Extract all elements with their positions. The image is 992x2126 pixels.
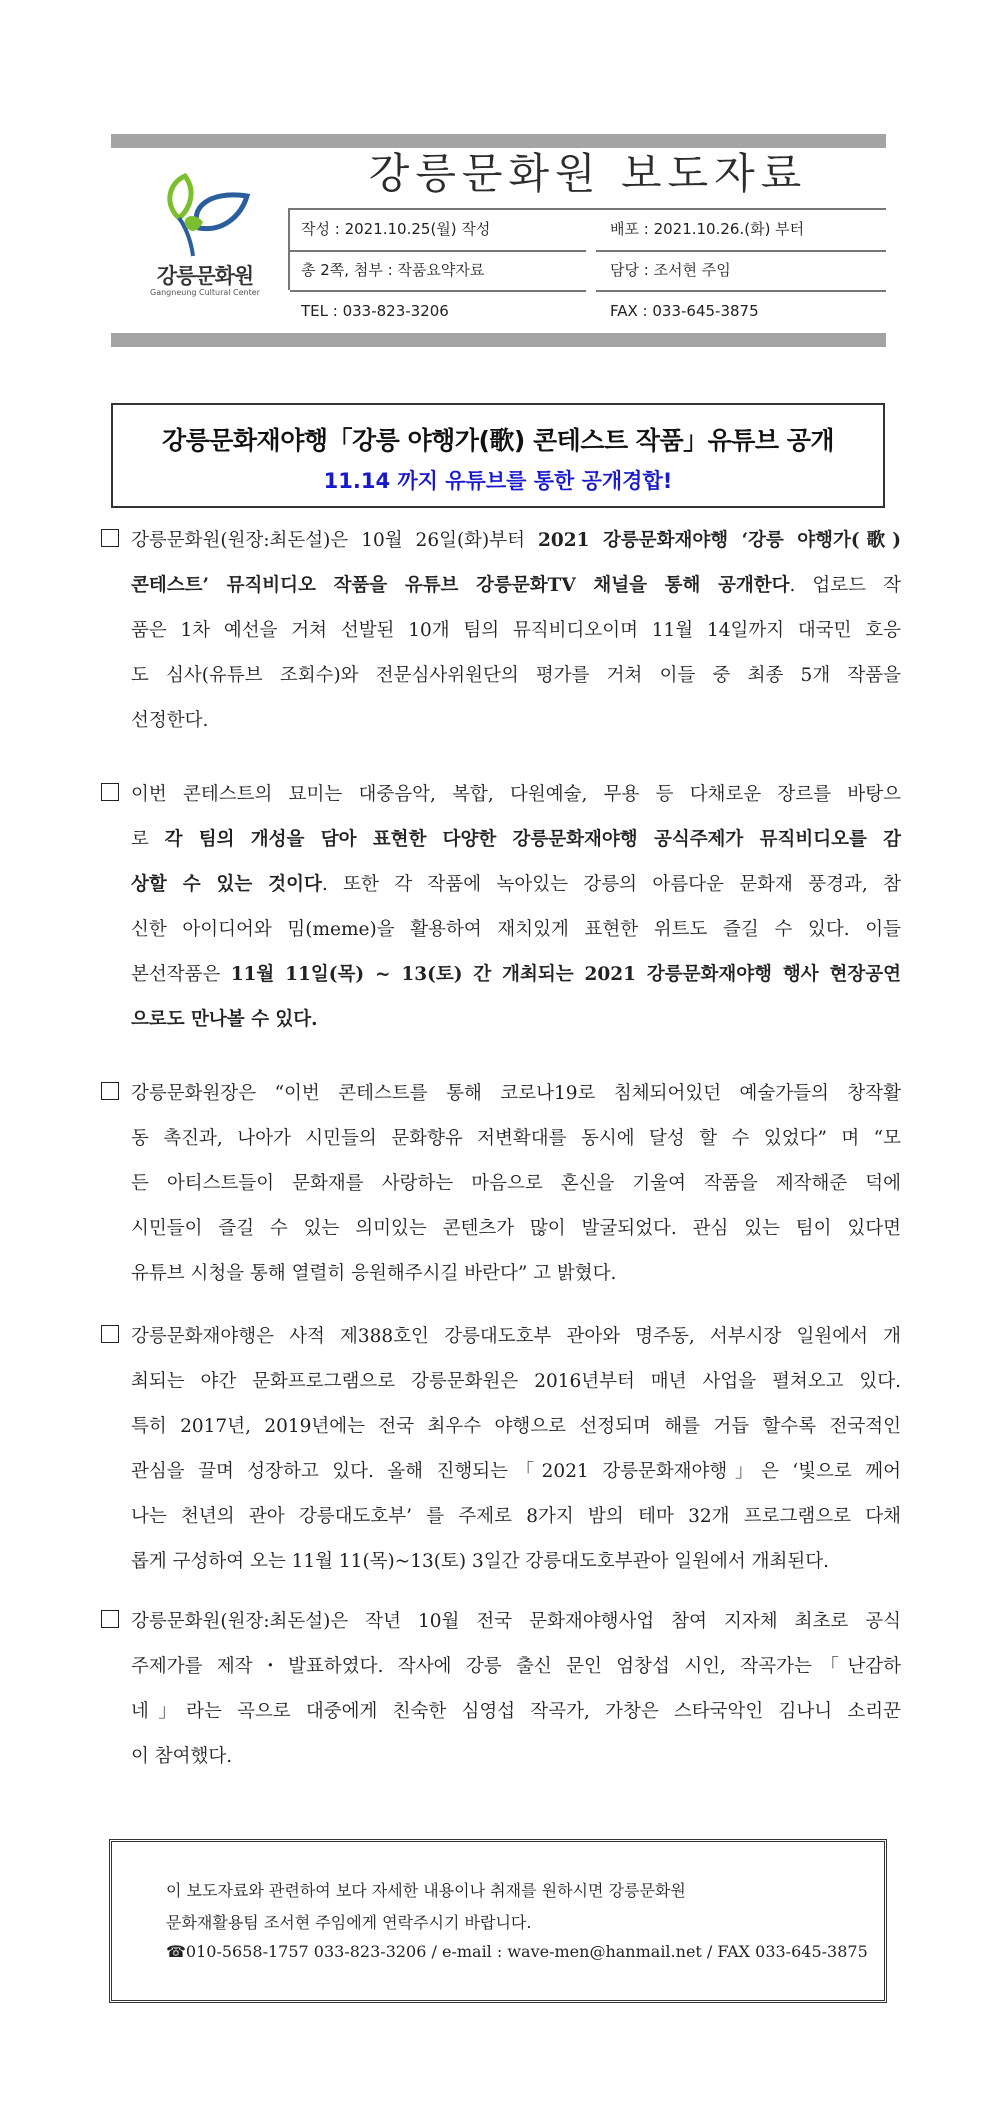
- meta-distribution-date: 배포 : 2021.10.26.(화) 부터: [610, 220, 805, 238]
- paragraph-line: 강릉문화원장은 “이번 콘테스트를 통해 코로나19로 침체되어있던 예술가들의 창작활: [131, 1083, 901, 1104]
- meta-fax: FAX : 033-645-3875: [610, 302, 759, 320]
- divider: [288, 208, 290, 290]
- meta-tel: TEL : 033-823-3206: [301, 302, 449, 320]
- headline-title: 강릉문화재야행「강릉 야행가(歌) 콘테스트 작품」유튜브 공개: [161, 426, 835, 455]
- paragraph-line: 강릉문화원(원장:최돈설)은 작년 10월 전국 문화재야행사업 참여 지자체 최초로 공식: [131, 1611, 901, 1632]
- leaf-logo-icon: [159, 170, 251, 258]
- checkbox-bullet-icon: [101, 1325, 119, 1343]
- page-title: 강릉문화원 보도자료: [368, 149, 808, 198]
- paragraph-4: [101, 1314, 901, 1584]
- paragraph-line: 나는 천년의 관아 강릉대도호부’ 를 주제로 8가지 밤의 테마 32개 프로그램으로 다채: [131, 1506, 901, 1527]
- paragraph-line: 콘테스트’ 뮤직비디오 작품을 유튜브 강릉문화TV 채널을 통해 공개한다. 업로드 작: [131, 575, 901, 596]
- meta-written-date: 작성 : 2021.10.25(월) 작성: [301, 220, 491, 238]
- divider: [596, 250, 886, 252]
- paragraph-line: 이 참여했다.: [131, 1746, 233, 1767]
- paragraph-line: 최되는 야간 문화프로그램으로 강릉문화원은 2016년부터 매년 사업을 펼쳐오고 있다.: [131, 1371, 901, 1392]
- meta-page-count: 총 2쪽, 첨부 : 작품요약자료: [301, 261, 485, 279]
- paragraph-2: [101, 772, 901, 1042]
- divider: [290, 290, 586, 292]
- contact-line: 이 보도자료와 관련하여 보다 자세한 내용이나 취재를 원하시면 강릉문화원: [166, 1881, 686, 1900]
- checkbox-bullet-icon: [101, 1082, 119, 1100]
- header-bottom-band: [111, 333, 886, 347]
- paragraph-line: 든 아티스트들이 문화재를 사랑하는 마음으로 혼신을 기울여 작품을 제작해준 덕에: [131, 1173, 901, 1194]
- paragraph-line: 본선작품은 11월 11일(목) ~ 13(토) 간 개최되는 2021 강릉문화재야행 행사 현장공연: [131, 964, 901, 985]
- logo-org-subtitle: Gangneung Cultural Center: [150, 288, 260, 297]
- paragraph-line: 롭게 구성하여 오는 11월 11(목)~13(토) 3일간 강릉대도호부관아 일원에서 개최된다.: [131, 1551, 829, 1572]
- paragraph-line: 품은 1차 예선을 거쳐 선발된 10개 팀의 뮤직비디오이며 11월 14일까지 대국민 호응: [131, 620, 901, 641]
- paragraph-line: 특히 2017년, 2019년에는 전국 최우수 야행으로 선정되며 해를 거듭 할수록 전국적인: [131, 1416, 901, 1437]
- headline-subtitle: 11.14 까지 유튜브를 통한 공개경합!: [323, 469, 673, 493]
- headline-box: [111, 403, 885, 508]
- org-logo: [135, 170, 275, 310]
- paragraph-3: [101, 1071, 901, 1296]
- paragraph-line: 동 촉진과, 나아가 시민들의 문화향유 저변확대를 동시에 달성 할 수 있었다” 며 “모: [131, 1128, 901, 1149]
- paragraph-5: [101, 1599, 901, 1779]
- paragraph-line: 시민들이 즐길 수 있는 의미있는 콘텐츠가 많이 발굴되었다. 관심 있는 팀이 있다면: [131, 1218, 901, 1239]
- paragraph-line: 으로도 만나볼 수 있다.: [131, 1009, 318, 1030]
- contact-info-line: ☎010-5658-1757 033-823-3206 / e-mail : wave-men@hanmail.net / FAX 033-645-3875: [166, 1942, 868, 1961]
- contact-box: [109, 1839, 887, 2003]
- paragraph-line: 강릉문화원(원장:최돈설)은 10월 26일(화)부터 2021 강릉문화재야행 ‘강릉 야행가(歌): [131, 530, 902, 551]
- paragraph-line: 이번 콘테스트의 묘미는 대중음악, 복합, 다원예술, 무용 등 다채로운 장르를 바탕으: [131, 784, 901, 805]
- checkbox-bullet-icon: [101, 783, 119, 801]
- divider: [290, 250, 586, 252]
- divider: [290, 208, 886, 210]
- paragraph-line: 강릉문화재야행은 사적 제388호인 강릉대도호부 관아와 명주동, 서부시장 일원에서 개: [131, 1326, 901, 1347]
- divider: [596, 290, 886, 292]
- contact-line: 문화재활용팀 조서현 주임에게 연락주시기 바랍니다.: [166, 1913, 532, 1932]
- paragraph-line: 유튜브 시청을 통해 열렬히 응원해주시길 바란다” 고 밝혔다.: [131, 1263, 617, 1284]
- paragraph-line: 신한 아이디어와 밈(meme)을 활용하여 재치있게 표현한 위트도 즐길 수 있다. 이들: [131, 919, 901, 940]
- paragraph-line: 네」라는 곡으로 대중에게 친숙한 심영섭 작곡가, 가창은 스타국악인 김나니 소리꾼: [131, 1701, 901, 1722]
- checkbox-bullet-icon: [101, 1610, 119, 1628]
- paragraph-1: [101, 518, 901, 743]
- logo-org-name: 강릉문화원: [156, 264, 254, 288]
- paragraph-line: 주제가를 제작・발표하였다. 작사에 강릉 출신 문인 엄창섭 시인, 작곡가는「난감하: [131, 1656, 901, 1677]
- meta-contact-person: 담당 : 조서현 주임: [610, 261, 731, 279]
- checkbox-bullet-icon: [101, 529, 119, 547]
- paragraph-line: 로 각 팀의 개성을 담아 표현한 다양한 강릉문화재야행 공식주제가 뮤직비디오를 감: [131, 829, 901, 850]
- paragraph-line: 도 심사(유튜브 조회수)와 전문심사위원단의 평가를 거쳐 이들 중 최종 5개 작품을: [131, 665, 901, 686]
- paragraph-line: 상할 수 있는 것이다. 또한 각 작품에 녹아있는 강릉의 아름다운 문화재 풍경과, 참: [131, 874, 902, 895]
- paragraph-line: 관심을 끌며 성장하고 있다. 올해 진행되는「2021 강릉문화재야행」은 ‘빛으로 께어: [131, 1461, 901, 1482]
- paragraph-line: 선정한다.: [131, 710, 209, 731]
